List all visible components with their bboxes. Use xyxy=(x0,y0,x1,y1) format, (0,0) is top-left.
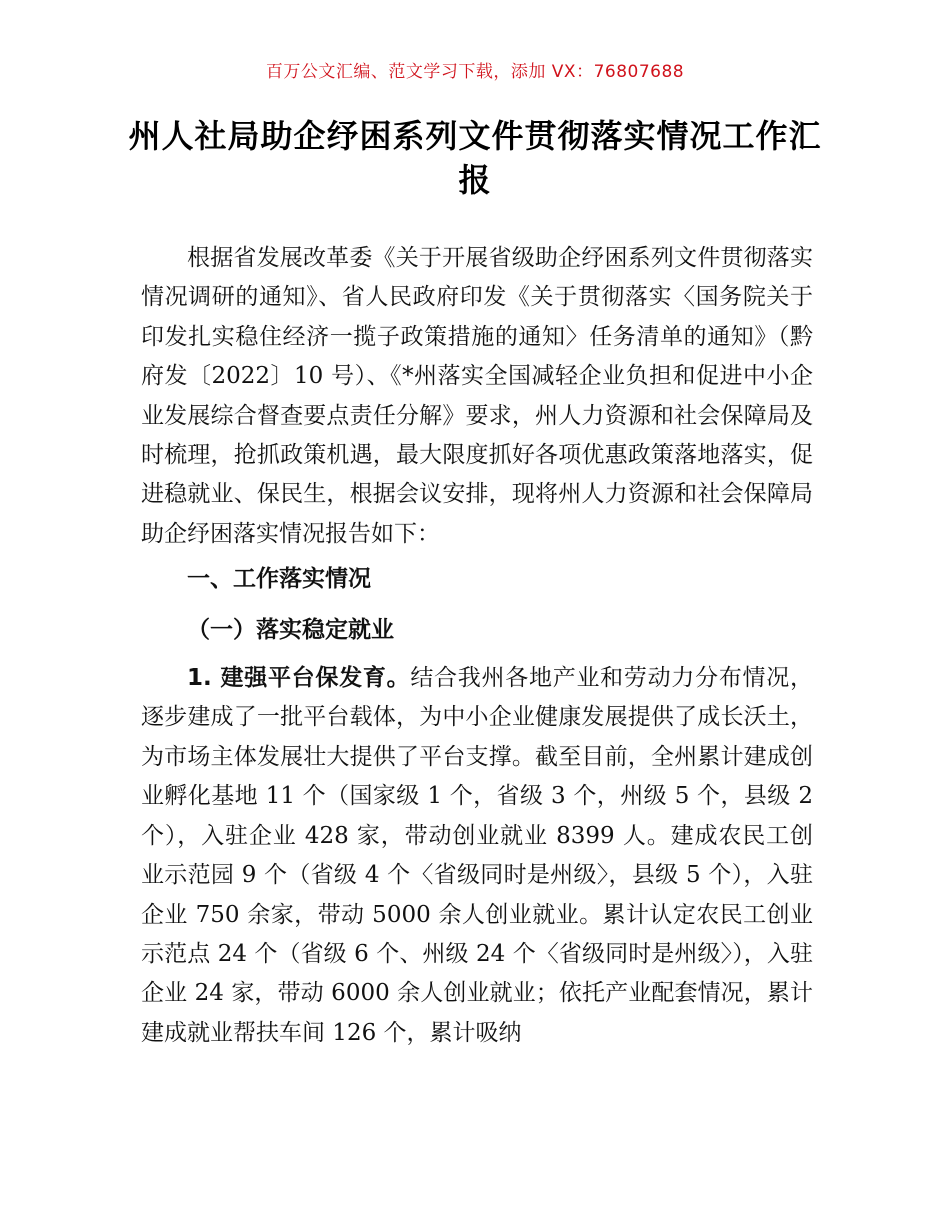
subsection-heading: （一）落实稳定就业 xyxy=(187,615,394,643)
item-text: 结合我州各地产业和劳动力分布情况，逐步建成了一批平台载体，为中小企业健康发展提供了成长沃土，为市场主体发展壮大提供了平台支撑。截至目前，全州累计建成创业孵化基地 11 个（国家级 1 个，省级 3 个，州级 5 个，县级 2 个），入驻企业 428 家，带动创业就业 8399 人。建成农民工创业示范园 9 个（省级 4 个〈省级同时是州级〉，县级 5 个），入驻企业 750 余家，带动 5000 余人创业就业。累计认定农民工创业示范点 24 个（省级 6 个、州级 24 个〈省级同时是州级〉），入驻企业 24 家，带动 6000 余人创业就业；依托产业配套情况，累计建成就业帮扶车间 126 个，累计吸纳 xyxy=(141,665,814,1046)
watermark-text: 百万公文汇编、范文学习下载，添加 VX：76807688 xyxy=(265,62,685,82)
item-lead: 1. 建强平台保发育。 xyxy=(187,665,411,692)
intro-paragraph: 根据省发展改革委《关于开展省级助企纾困系列文件贯彻落实情况调研的通知》、省人民政府印发《关于贯彻落实〈国务院关于印发扎实稳住经济一揽子政策措施的通知〉任务清单的通知》（黔府发〔2022〕10 号）、《*州落实全国减轻企业负担和促进中小企业发展综合督查要点责任分解》要求，州人力资源和社会保障局及时梳理，抢抓政策机遇，最大限度抓好各项优惠政策落地落实，促进稳就业、保民生，根据会议安排，现将州人力资源和社会保障局助企纾困落实情况报告如下： xyxy=(141,245,813,547)
section-heading: 一、工作落实情况 xyxy=(187,566,371,593)
document-body xyxy=(141,239,813,1053)
item-paragraph xyxy=(141,659,813,1053)
document-title: 州人社局助企纾困系列文件贯彻落实情况工作汇报 xyxy=(128,117,822,199)
